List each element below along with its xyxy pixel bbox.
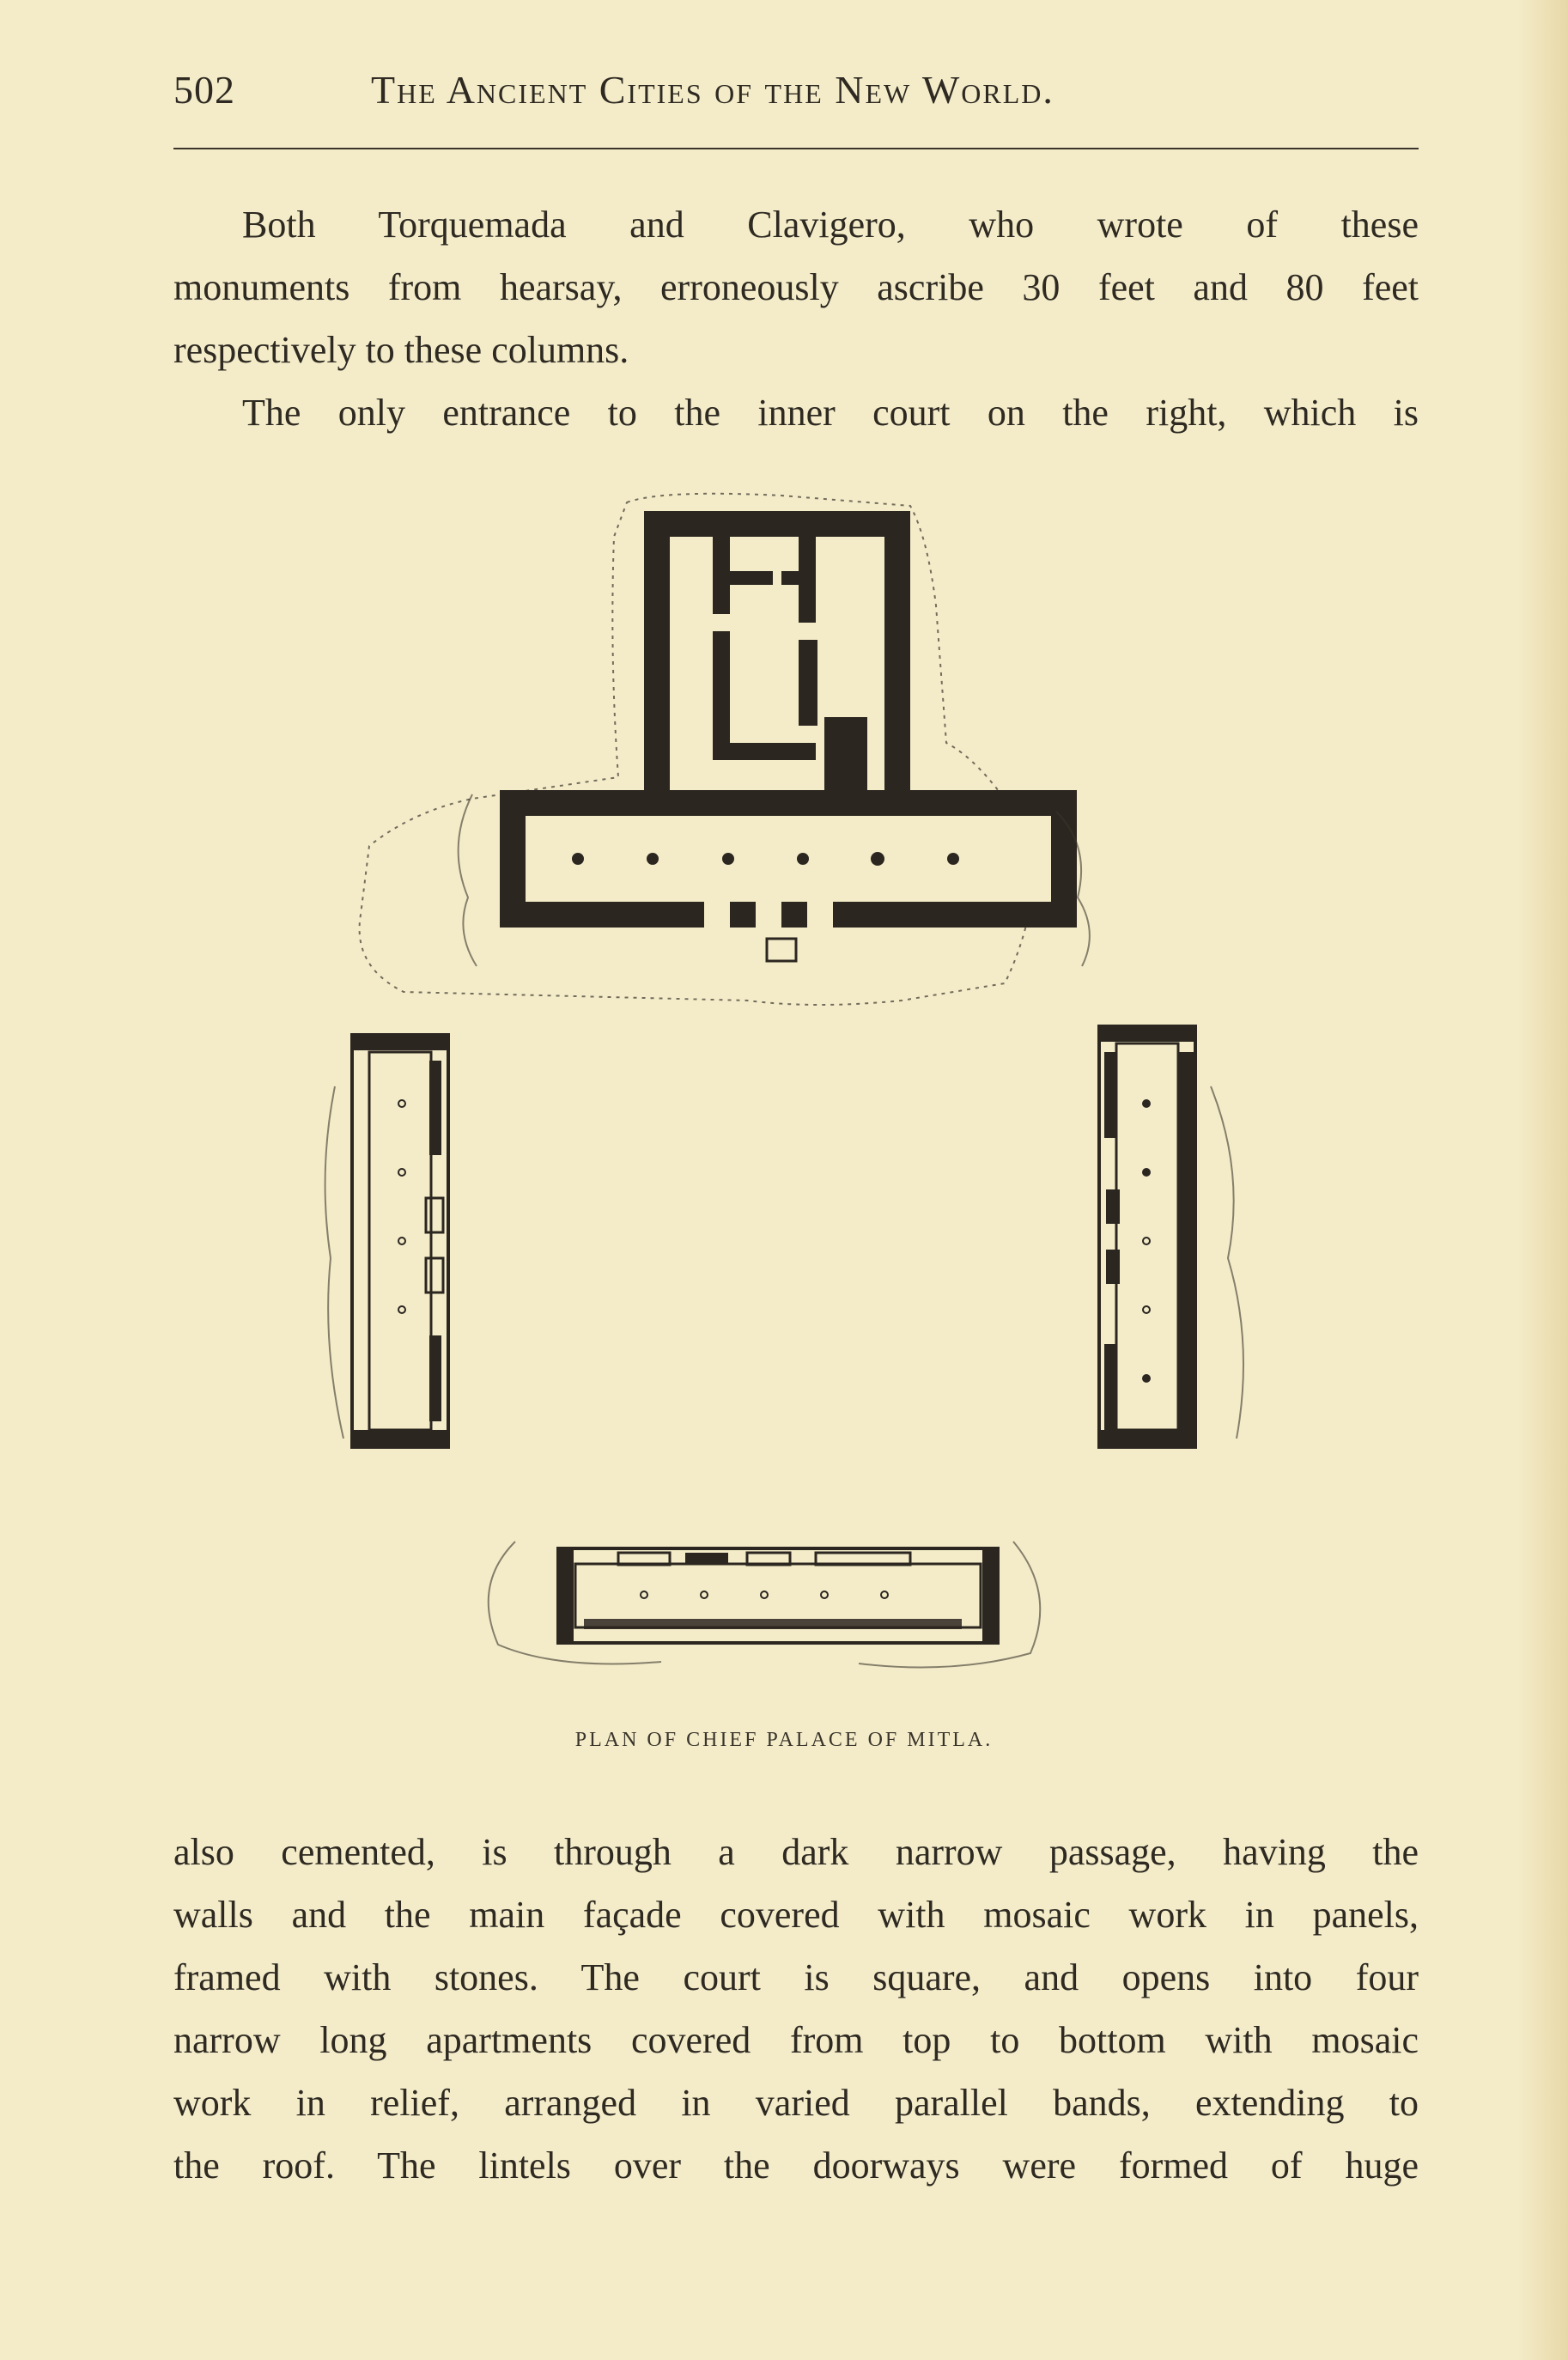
text-line: The only entrance to the inner court on the right, which is (242, 392, 1419, 434)
running-header (173, 67, 1419, 127)
text-line: work in relief, arranged in varied parallel bands, extending to (173, 2082, 1419, 2124)
page-number: 502 (173, 68, 235, 112)
figure-caption: PLAN OF CHIEF PALACE OF MITLA. (574, 1729, 994, 1751)
header-rule (173, 148, 1419, 149)
south-building-plan (558, 1548, 998, 1643)
text-line: walls and the main façade covered with mosaic work in panels, (173, 1894, 1419, 1936)
text-line: monuments from hearsay, erroneously ascribe 30 feet and 80 feet (173, 266, 1419, 308)
north-building-plan (500, 511, 1077, 961)
text-line: respectively to these columns. (173, 329, 629, 371)
east-building-plan (1099, 1026, 1195, 1447)
text-line: framed with stones. The court is square, and opens into four (173, 1956, 1419, 1998)
text-line: Both Torquemada and Clavigero, who wrote of these (242, 204, 1419, 246)
text-line: also cemented, is through a dark narrow passage, having the (173, 1831, 1419, 1873)
palace-plan-figure (301, 485, 1297, 1688)
running-title: The Ancient Cities of the New World. (371, 68, 1054, 112)
west-building-plan (352, 1035, 448, 1447)
text-line: narrow long apartments covered from top to bottom with mosaic (173, 2019, 1419, 2061)
paragraph-bottom (173, 1821, 1419, 2197)
text-line: the roof. The lintels over the doorways were formed of huge (173, 2144, 1419, 2187)
page-edge-shadow (1516, 0, 1568, 2360)
paragraph-top (173, 193, 1419, 444)
